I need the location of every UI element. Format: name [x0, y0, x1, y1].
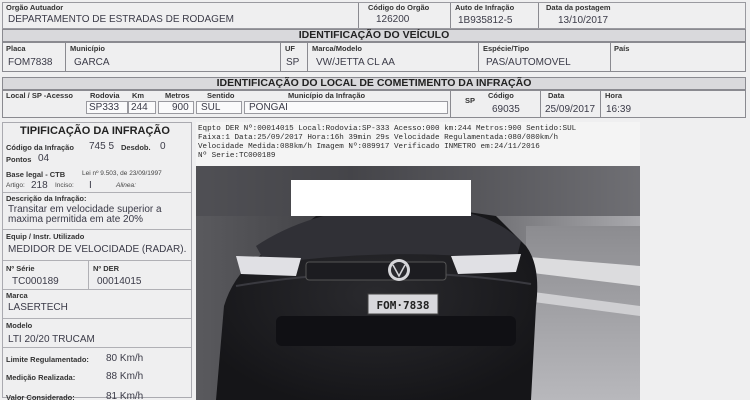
uf-value: SP: [286, 57, 300, 68]
descricao-label: Descrição da Infração:: [6, 194, 87, 203]
auto-infracao-value: 1B935812-5: [458, 15, 513, 26]
equip-value: MEDIDOR DE VELOCIDADE (RADAR).: [8, 244, 187, 255]
km-value: 244: [131, 102, 148, 113]
especie-label: Espécie/Tipo: [483, 44, 530, 53]
modelo-value: LTI 20/20 TRUCAM: [8, 334, 95, 345]
desdob-label: Desdob.: [121, 143, 151, 152]
metros-value: 900: [172, 102, 189, 113]
divider: [478, 43, 479, 71]
inciso-value: I: [89, 180, 92, 191]
rodovia-value: SP333: [89, 102, 120, 113]
placa-value: FOM7838: [8, 57, 53, 68]
data-postagem-value: 13/10/2017: [558, 15, 609, 26]
auto-infracao-label: Auto de Infração: [455, 3, 515, 12]
codigo-infracao-label: Código da Infração: [6, 143, 74, 152]
local-section-title: IDENTIFICAÇÃO DO LOCAL DE COMETIMENTO DA INFRAÇÃO: [2, 77, 746, 90]
divider: [358, 3, 359, 28]
pais-label: País: [614, 44, 630, 53]
marca-modelo-label: Marca/Modelo: [312, 44, 363, 53]
divider: [538, 3, 539, 28]
uf-label: UF: [285, 44, 295, 53]
rodovia-label: Rodovia: [90, 91, 120, 100]
photo-overlay-line-2: Faixa:1 Data:25/09/2017 Hora:16h 39min 29s Velocidade Regulamentada:080/080km/h: [198, 134, 559, 142]
photo-overlay-line-3: Velocidade Medida:088km/h Imagem Nº:089917 Verificado INMETRO em:24/11/2016: [198, 143, 540, 151]
divider: [307, 43, 308, 71]
municipio-value: GARCA: [74, 57, 110, 68]
medicao-label: Medição Realizada:: [6, 373, 76, 382]
divider: [3, 347, 191, 348]
pontos-value: 04: [38, 153, 50, 164]
codigo-infracao-value: 745 5: [89, 141, 115, 152]
sentido-label: Sentido: [207, 91, 235, 100]
data-label: Data: [548, 91, 565, 100]
pontos-label: Pontos: [6, 155, 32, 164]
lei-value: Lei nº 9.503, de 23/09/1997: [82, 170, 162, 177]
tipificacao-title: TIPIFICAÇÃO DA INFRAÇÃO: [20, 125, 170, 137]
hora-value: 16:39: [606, 104, 632, 115]
veiculo-section-title: IDENTIFICAÇÃO DO VEÍCULO: [2, 29, 746, 42]
divider: [540, 91, 541, 117]
metros-label: Metros: [165, 91, 190, 100]
equip-label: Equip / Instr. Utilizado: [6, 232, 85, 241]
divider: [3, 318, 191, 319]
marca-label: Marca: [6, 291, 28, 300]
municipio-label: Município: [70, 44, 105, 53]
divider: [610, 43, 611, 71]
modelo-label: Modelo: [6, 321, 33, 330]
descricao-line-1: Transitar em velocidade superior a: [8, 204, 162, 215]
alinea-label: Alinea:: [116, 182, 136, 189]
data-postagem-label: Data da postagem: [546, 3, 611, 12]
base-legal-label: Base legal - CTB: [6, 170, 66, 179]
orgao-autuador-value: DEPARTAMENTO DE ESTRADAS DE RODAGEM: [8, 14, 234, 25]
der-label: Nº DER: [93, 264, 120, 273]
medicao-value: 88 Km/h: [106, 371, 144, 382]
limite-value: 80 Km/h: [106, 353, 144, 364]
codigo-orgao-label: Código do Orgão: [368, 3, 430, 12]
divider: [3, 260, 191, 261]
orgao-autuador-label: Orgão Autuador: [6, 3, 64, 12]
divider: [88, 261, 89, 289]
codigo-label: Código: [488, 91, 514, 100]
inciso-label: Inciso:: [55, 182, 74, 189]
divider: [600, 91, 601, 117]
codigo-value: 69035: [492, 104, 520, 115]
placa-label: Placa: [6, 44, 26, 53]
hora-label: Hora: [605, 91, 623, 100]
municipio-infracao-label: Município da Infração: [288, 91, 366, 100]
divider: [280, 43, 281, 71]
serie-value: TC000189: [12, 276, 59, 287]
photo-overlay-line-1: Eqpto DER Nº:00014015 Local:Rodovia:SP-333 Acesso:000 km:244 Metros:900 Sentido:SUL: [198, 125, 577, 133]
divider: [450, 3, 451, 28]
infraction-photo: [196, 166, 640, 400]
km-label: Km: [132, 91, 145, 100]
local-uf-label: SP: [465, 96, 476, 105]
marca-modelo-value: VW/JETTA CL AA: [316, 57, 395, 68]
limite-label: Limite Regulamentado:: [6, 355, 89, 364]
serie-label: Nº Série: [6, 264, 35, 273]
divider: [3, 289, 191, 290]
desdob-value: 0: [160, 141, 166, 152]
divider: [3, 229, 191, 230]
der-value: 00014015: [97, 276, 142, 287]
divider: [65, 43, 66, 71]
divider: [3, 192, 191, 193]
photo-overlay-line-4: Nº Serie:TC000189: [198, 152, 276, 160]
considerado-value: 81 Km/h: [106, 391, 144, 400]
sentido-value: SUL: [201, 102, 221, 113]
municipio-infracao-value: PONGAI: [249, 102, 288, 113]
considerado-label: Valor Considerado:: [6, 393, 75, 400]
codigo-orgao-value: 126200: [376, 14, 410, 25]
divider: [450, 91, 451, 117]
data-value: 25/09/2017: [545, 104, 596, 115]
artigo-value: 218: [31, 180, 48, 191]
car-photo-image: [196, 166, 640, 400]
especie-value: PAS/AUTOMOVEL: [486, 57, 571, 68]
marca-value: LASERTECH: [8, 302, 68, 313]
artigo-label: Artigo:: [6, 182, 25, 189]
descricao-line-2: maxima permitida em ate 20%: [8, 214, 144, 225]
local-acesso-label: Local / SP -Acesso: [6, 91, 73, 100]
plate-text: FOM·7838: [376, 299, 430, 312]
